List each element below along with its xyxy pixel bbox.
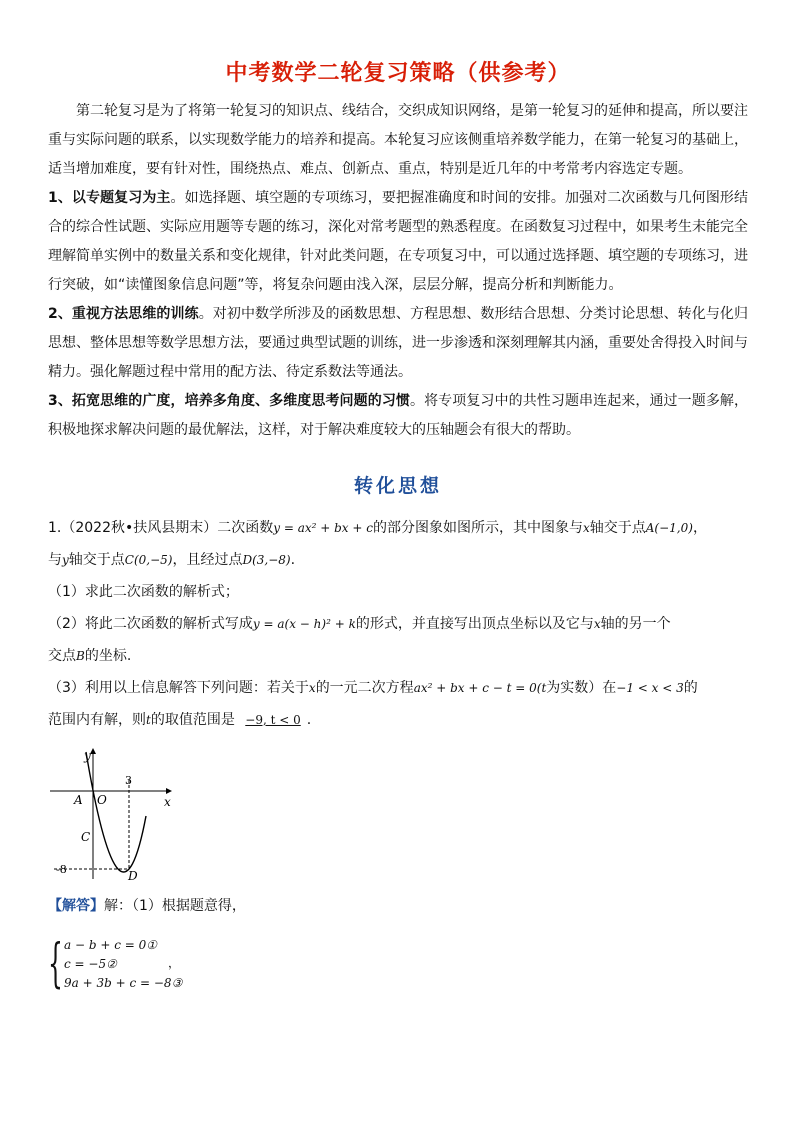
label-o: O	[97, 793, 107, 807]
point-d: D(3,−8)	[242, 553, 291, 567]
problem-text: 的一元二次方程	[315, 680, 414, 696]
var-x: x	[593, 617, 601, 631]
point-c: C(0,−5)	[124, 553, 173, 567]
section-title: 转化思想	[353, 475, 442, 497]
function-expression: y = ax² + bx + c	[273, 521, 373, 535]
intro-paragraph: 第二轮复习是为了将第一轮复习的知识点、线结合，交织成知识网络，是第一轮复习的延伸和提高，所以要注重与实际问题的联系，以实现数学能力的培养和提高。本轮复习应该侧重培养数学能力，在第一轮复习的基础上，适当增加难度，要有针对性，围绕热点、难点、创新点、重点，特别是近几年的中考常考内容选定专题。	[48, 103, 748, 177]
point-a: A(−1,0)	[645, 521, 693, 535]
var-t: t	[146, 713, 151, 727]
problem-text: 范围内有解，则	[48, 712, 146, 728]
problem-text: （2）将此二次函数的解析式写成	[48, 616, 253, 632]
problem-statement	[48, 512, 748, 576]
equation-2: c = −5②	[64, 957, 117, 971]
problem-text: 为实数）在	[546, 680, 617, 696]
parabola-graph	[48, 744, 198, 884]
var-x: x	[308, 681, 316, 695]
point-2-head: 2、重视方法思维的训练	[48, 306, 199, 322]
question-2	[48, 608, 748, 672]
equation-3: 9a + 3b + c = −8③	[64, 976, 183, 990]
problem-text: 的	[683, 680, 698, 696]
answer-blank: −9, t < 0	[245, 713, 301, 727]
problem-text: .	[290, 552, 296, 568]
problem-text: 轴交于点	[68, 552, 125, 568]
parabola-curve	[86, 752, 146, 872]
label-minus-8: -8	[56, 863, 67, 876]
point-1-body: 。如选择题、填空题的专项练习，要把握准确度和时间的安排。加强对二次函数与几何图形结合的综合性试题、实际应用题等专题的练习，深化对常考题型的熟悉程度。在函数复习过程中，如果考生未能完全理解简单实例中的数量关系和变化规律，针对此类问题，在专项复习中，可以通过选择题、填空题的专项练习，进行突破，如“读懂图象信息问题”等，将复杂问题由浅入深，层层分解，提高分析和判断能力。	[48, 190, 748, 293]
problem-text: ，	[692, 520, 707, 536]
equation-system	[48, 936, 748, 993]
solution-label: 【解答】	[48, 898, 104, 914]
point-1-head: 1、以专题复习为主	[48, 190, 171, 206]
label-a: A	[74, 793, 83, 807]
comma: ，	[168, 956, 181, 970]
problem-text: 1.（2022秋•扶风县期末）二次函数	[48, 520, 274, 536]
y-axis-arrow	[90, 748, 96, 754]
point-b: B	[76, 649, 85, 663]
solution-intro	[48, 890, 748, 922]
page-title: 中考数学二轮复习策略（供参考）	[225, 61, 571, 86]
point-2	[48, 300, 748, 387]
document-page	[48, 56, 748, 993]
var-t: t	[541, 681, 547, 695]
brace-symbol: {	[48, 934, 63, 994]
problem-text: 的形式，并直接写出顶点坐标以及它与	[355, 616, 594, 632]
label-x: x	[164, 795, 171, 809]
point-2-body: 。对初中数学所涉及的函数思想、方程思想、数形结合思想、分类讨论思想、转化与化归思想、整体思想等数学思想方法，要通过典型试题的训练，进一步渗透和深刻理解其内涵，重要处舍得投入时间与精力。强化解题过程中常用的配方法、待定系数法等通法。	[48, 306, 748, 380]
point-1	[48, 184, 748, 300]
solution-text: 解：（1）根据题意得，	[104, 898, 246, 914]
problem-text: 的取值范围是	[150, 712, 235, 728]
point-3-body: 。将专项复习中的共性习题串连起来，通过一题多解，积极地探求解决问题的最优解法，这样，对于解决难度较大的压轴题会有很大的帮助。	[48, 393, 748, 438]
point-3-head: 3、拓宽思维的广度，培养多角度、多维度思考问题的习惯	[48, 393, 410, 409]
problem-text: 的部分图象如图所示，其中图象与	[372, 520, 583, 536]
var-y: y	[62, 553, 69, 567]
problem-text: 的坐标.	[84, 648, 132, 664]
var-x: x	[582, 521, 590, 535]
problem-text: 轴交于点	[589, 520, 646, 536]
label-3: 3	[125, 774, 132, 787]
equation-expression: ax² + bx + c − t = 0(	[413, 681, 542, 695]
problem-text: .	[306, 712, 312, 728]
label-y: y	[84, 749, 91, 763]
question-1: （1）求此二次函数的解析式；	[48, 584, 239, 600]
label-d: D	[128, 869, 138, 883]
point-3	[48, 387, 748, 445]
problem-text: 轴的另一个	[600, 616, 671, 632]
range-expression: −1 < x < 3	[616, 681, 684, 695]
problem-text: （3）利用以上信息解答下列问题：若关于	[48, 680, 309, 696]
problem-text: 与	[48, 552, 62, 568]
equation-1: a − b + c = 0①	[64, 938, 157, 952]
x-axis-arrow	[166, 788, 172, 794]
vertex-form-expression: y = a(x − h)² + k	[252, 617, 356, 631]
problem-text: 交点	[48, 648, 76, 664]
label-c: C	[81, 830, 91, 844]
problem-text: ，且经过点	[172, 552, 243, 568]
question-3	[48, 672, 748, 736]
